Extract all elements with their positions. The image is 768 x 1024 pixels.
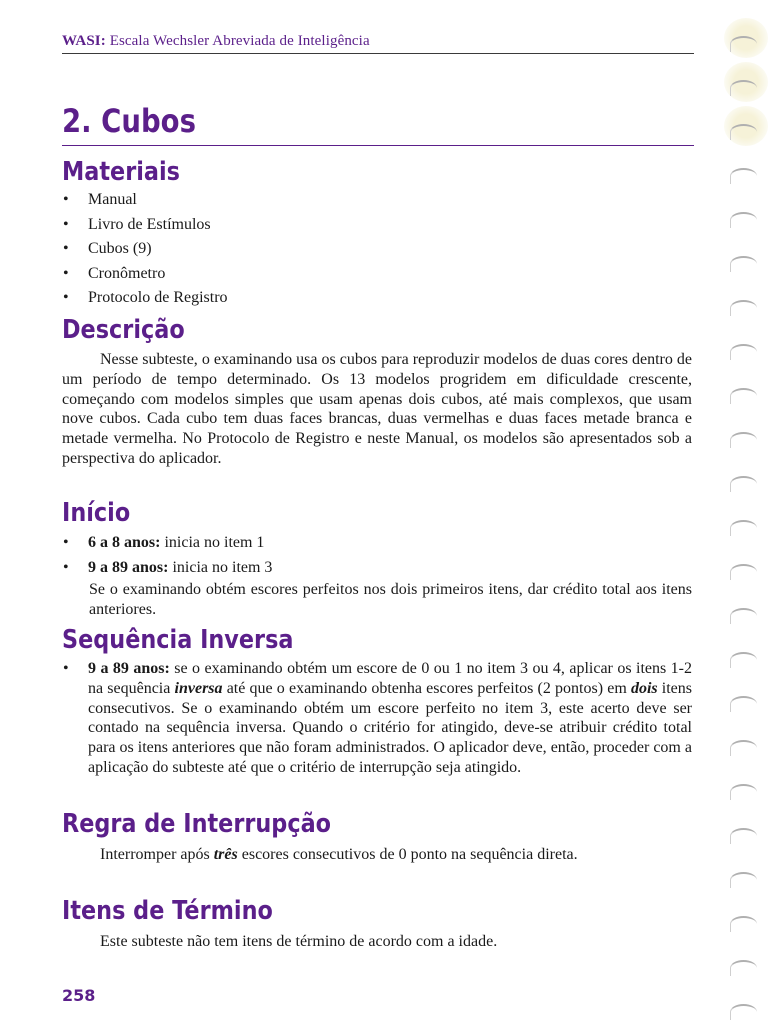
- binding-ring: [730, 872, 757, 888]
- start-rule-text: inicia no item 1: [160, 534, 265, 551]
- binding-ring: [730, 212, 757, 228]
- start-heading: Início: [62, 498, 131, 528]
- binding-ring: [730, 124, 757, 140]
- binding-ring: [730, 652, 757, 668]
- emphasis-dois: dois: [630, 679, 658, 697]
- binding-ring: [730, 696, 757, 712]
- list-item: [62, 556, 694, 581]
- binding-ring: [730, 916, 757, 932]
- description-text: Nesse subteste, o examinando usa os cubos para reproduzir modelos de duas cores dentro de um período de tempo determinado. Os 13 modelos progridem em dificuldade crescente, começando com modelos simples que usam apenas dois cubos, até mais complexos, que usam nove cubos. Cada cubo tem duas faces brancas, duas vermelhas e duas faces metade branca e metade vermelha. No Protocolo de Registro e neste Manual, os modelos são apresentados sob a perspectiva do aplicador.: [62, 351, 692, 467]
- age-label: 6 a 8 anos:: [88, 534, 161, 551]
- start-list: [62, 531, 694, 580]
- binding-ring: [730, 80, 757, 96]
- binding-ring: [730, 256, 757, 272]
- spiral-binding: [722, 0, 768, 1024]
- page-number: 258: [62, 986, 96, 1005]
- binding-ring: [730, 1004, 757, 1020]
- start-rule-text: inicia no item 3: [168, 558, 273, 576]
- emphasis-tres: três: [213, 846, 238, 863]
- binding-ring: [730, 828, 757, 844]
- reverse-text: itens consecutivos. Se o examinando obtém um escore perfeito no item 3, este acerto deve ser contado na sequência inversa. Quando o critério for atingido, deve-se atribuir crédito total para os itens anteriores que não foram administrados. O aplicador deve, então, proceder com a aplicação do subteste até que o critério de interrupção seja atingido.: [88, 679, 693, 776]
- end-items-text: Este subteste não tem itens de término de acordo com a idade.: [100, 933, 498, 950]
- binding-ring: [730, 740, 757, 756]
- list-item: • Livro de Estímulos: [62, 213, 694, 238]
- materials-list: [62, 188, 694, 311]
- binding-ring: [730, 168, 757, 184]
- running-header: [62, 33, 694, 50]
- discontinue-heading: Regra de Interrupção: [62, 809, 332, 839]
- binding-ring: [730, 388, 757, 404]
- chapter-title: 2. Cubos: [62, 102, 196, 140]
- binding-ring: [730, 564, 757, 580]
- binding-ring: [730, 608, 757, 624]
- start-note: Se o examinando obtém escores perfeitos nos dois primeiros itens, dar crédito total aos itens anteriores.: [89, 581, 692, 618]
- discontinue-text-part: escores consecutivos de 0 ponto na sequência direta.: [237, 846, 578, 863]
- list-item: • Cubos (9): [62, 237, 694, 262]
- title-rule: [62, 145, 694, 146]
- age-label: 9 a 89 anos:: [88, 558, 169, 576]
- materials-heading: Materiais: [62, 157, 180, 187]
- list-item: • Cronômetro: [62, 262, 694, 287]
- reverse-text: até que o examinando obtenha escores perfeitos (2 pontos) em: [222, 679, 631, 697]
- list-item: • Manual: [62, 188, 694, 213]
- binding-ring: [730, 960, 757, 976]
- list-item: • Protocolo de Registro: [62, 286, 694, 311]
- binding-ring: [730, 520, 757, 536]
- binding-ring: [730, 784, 757, 800]
- end-items-heading: Itens de Término: [62, 896, 273, 926]
- binding-ring: [730, 476, 757, 492]
- emphasis-inversa: inversa: [174, 679, 223, 697]
- description-heading: Descrição: [62, 315, 185, 345]
- reverse-item: [62, 659, 692, 778]
- bullet: •: [63, 660, 69, 677]
- reverse-text: se o examinando obtém um escore de 0 ou 1 no item 3 ou 4, aplicar os itens 1-2 na sequência: [88, 660, 693, 697]
- header-title: Escala Wechsler Abreviada de Inteligência: [109, 33, 370, 49]
- binding-ring: [730, 300, 757, 316]
- binding-ring: [730, 344, 757, 360]
- binding-ring: [730, 36, 757, 52]
- discontinue-text: [62, 845, 692, 865]
- reverse-heading: Sequência Inversa: [62, 625, 294, 655]
- list-item: [62, 531, 694, 556]
- header-rule: [62, 53, 694, 54]
- binding-ring: [730, 432, 757, 448]
- discontinue-text-part: Interromper após: [100, 846, 214, 863]
- age-label: 9 a 89 anos:: [88, 660, 170, 677]
- header-brand: WASI:: [62, 33, 106, 49]
